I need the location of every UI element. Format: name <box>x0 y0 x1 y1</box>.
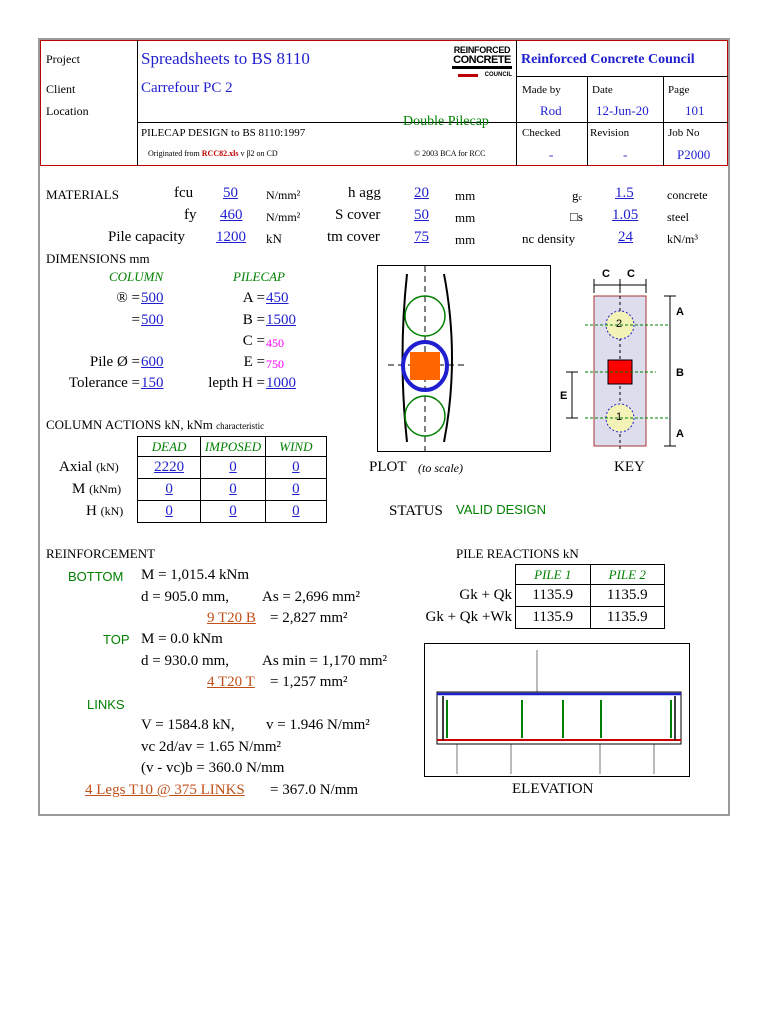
links-label: LINKS <box>87 697 125 712</box>
bottom-bars-link[interactable]: 9 T20 B <box>207 610 256 626</box>
links-vc: vc 2d/av = 1.65 N/mm² <box>141 739 282 755</box>
key-label-e: E <box>560 390 568 402</box>
header-divider <box>663 76 664 166</box>
job-label: Job No <box>668 127 700 139</box>
actions-table <box>137 436 327 523</box>
c-label: C = <box>242 333 265 349</box>
fcu-unit: N/mm² <box>266 188 301 202</box>
b-label: B = <box>242 312 265 328</box>
e-value: 750 <box>266 357 284 371</box>
bottom-as-required: As = 2,696 mm² <box>262 589 360 605</box>
plot-note: (to scale) <box>418 461 463 475</box>
col-header-wind: WIND <box>265 437 326 457</box>
scover-label: S cover <box>335 207 381 223</box>
col-header-pile1: PILE 1 <box>516 565 591 585</box>
logo-line2: CONCRETE <box>453 54 511 66</box>
table-row <box>138 501 327 523</box>
pilecap-type: Double Pilecap <box>403 114 489 129</box>
bcover-unit: mm <box>455 232 476 247</box>
pile-capacity-input[interactable]: 1200 <box>216 229 246 245</box>
bottom-depth: d = 905.0 mm, <box>141 589 230 605</box>
gs-desc: steel <box>667 210 689 224</box>
pile-diameter-label: Pile Ø = <box>89 354 140 370</box>
design-code: PILECAP DESIGN to BS 8110:1997 <box>141 127 306 139</box>
reaction-gqw-pile1: 1135.9 <box>516 607 591 629</box>
project-label: Project <box>46 52 80 66</box>
hagg-label: h agg <box>348 185 381 201</box>
b-input[interactable]: 1500 <box>266 312 296 328</box>
dimensions-title: DIMENSIONS mm <box>46 251 150 266</box>
bcover-input[interactable]: 75 <box>414 229 429 245</box>
gc-input[interactable]: 1.5 <box>615 185 634 201</box>
e-label: E = <box>243 354 265 370</box>
key-label-c2: C <box>627 268 635 280</box>
horizontal-wind-input[interactable]: 0 <box>265 501 326 523</box>
originated-file: RCC82.xls <box>201 149 239 158</box>
reaction-row-label-gqw: Gk + Qk +Wk <box>425 609 512 625</box>
date-label: Date <box>592 84 613 96</box>
bottom-label: BOTTOM <box>68 569 124 584</box>
top-as-min: As min = 1,170 mm² <box>262 653 388 669</box>
gc-symbol: g <box>572 188 579 203</box>
key-label-a1: A <box>676 306 684 318</box>
fy-unit: N/mm² <box>266 210 301 224</box>
links-v-vc: (v - vc)b = 360.0 N/mm <box>141 760 285 776</box>
moment-unit: (kNm) <box>89 482 122 496</box>
council-name: Reinforced Concrete Council <box>521 52 695 67</box>
moment-wind-input[interactable]: 0 <box>265 479 326 501</box>
pile-reactions-title: PILE REACTIONS kN <box>456 546 579 561</box>
col-header-pile2: PILE 2 <box>590 565 665 585</box>
plan-plot-drawing <box>378 266 550 451</box>
horizontal-label: H <box>86 503 97 519</box>
key-label: KEY <box>614 459 645 475</box>
logo-line3: COUNCIL <box>484 72 512 78</box>
top-moment: M = 0.0 kNm <box>141 631 223 647</box>
revision-value: - <box>623 147 628 162</box>
top-as-provided: = 1,257 mm² <box>270 674 348 690</box>
elevation-drawing <box>425 644 689 776</box>
pile-capacity-unit: kN <box>266 231 282 246</box>
elevation-plot <box>424 643 690 777</box>
gc-subscript: c <box>578 193 583 202</box>
table-row <box>138 479 327 501</box>
density-input[interactable]: 24 <box>618 229 633 245</box>
tolerance-label: Tolerance = <box>68 375 140 391</box>
checked-label: Checked <box>522 127 561 139</box>
gs-label: □s <box>570 209 583 224</box>
axial-unit: (kN) <box>96 460 119 474</box>
table-row <box>516 585 665 607</box>
col-d-input[interactable]: 500 <box>141 290 164 306</box>
key-diagram <box>560 265 690 455</box>
page-label: Page <box>668 84 690 96</box>
moment-imposed-input[interactable]: 0 <box>201 479 266 501</box>
density-label: nc density <box>522 231 576 246</box>
a-label: A = <box>242 290 265 306</box>
pilecap-header: PILECAP <box>233 269 285 284</box>
pilecap-outline <box>437 692 681 744</box>
horizontal-imposed-input[interactable]: 0 <box>201 501 266 523</box>
horizontal-dead-input[interactable]: 0 <box>138 501 201 523</box>
links-shear-force: V = 1584.8 kN, <box>141 717 235 733</box>
date-value: 12-Jun-20 <box>596 103 649 118</box>
gs-input[interactable]: 1.05 <box>612 207 639 223</box>
scover-unit: mm <box>455 210 476 225</box>
location-label: Location <box>46 104 89 118</box>
column-header: COLUMN <box>109 269 164 284</box>
header-divider <box>516 40 517 166</box>
actions-header-row <box>138 437 327 457</box>
moment-label: M <box>72 481 86 497</box>
col-header-dead: DEAD <box>138 437 201 457</box>
made-by-value: Rod <box>540 103 562 118</box>
reaction-gq-pile1: 1135.9 <box>516 585 591 607</box>
logo-line1: REINFORCED <box>453 45 511 55</box>
links-bars-link[interactable]: 4 Legs T10 @ 375 LINKS <box>85 782 245 798</box>
horizontal-row-label <box>86 503 123 520</box>
checked-value: - <box>549 147 554 162</box>
project-value: Spreadsheets to BS 8110 <box>141 49 310 68</box>
fcu-label: fcu <box>174 185 194 201</box>
copyright: © 2003 BCA for RCC <box>414 149 486 158</box>
header-divider <box>516 122 728 123</box>
key-label-a2: A <box>676 428 684 440</box>
key-pile-1-number: 1 <box>616 411 623 423</box>
col-header-imposed: IMPOSED <box>201 437 266 457</box>
fy-label: fy <box>184 207 197 223</box>
bcover-label: tm cover <box>327 229 380 245</box>
plot-label: PLOT <box>369 459 407 475</box>
status-label: STATUS <box>389 503 443 519</box>
axial-wind-input[interactable]: 0 <box>265 457 326 479</box>
axial-label: Axial <box>59 459 93 475</box>
horizontal-unit: (kN) <box>100 504 124 518</box>
gc-label <box>572 188 582 204</box>
originated-line <box>148 149 278 158</box>
key-diagram-drawing <box>560 265 690 455</box>
originated-suffix: v β2 on CD <box>240 149 278 158</box>
header-divider <box>137 40 138 166</box>
scover-input[interactable]: 50 <box>414 207 429 223</box>
top-bars-link[interactable]: 4 T20 T <box>207 674 255 690</box>
fy-input[interactable]: 460 <box>220 207 243 223</box>
top-label: TOP <box>103 632 130 647</box>
axial-dead-input[interactable]: 2220 <box>138 457 201 479</box>
logo-bar <box>452 66 512 69</box>
reaction-gq-pile2: 1135.9 <box>590 585 665 607</box>
pile-capacity-label: Pile capacity <box>108 229 186 245</box>
moment-row-label <box>72 481 121 498</box>
fcu-input[interactable]: 50 <box>223 185 238 201</box>
revision-label: Revision <box>590 127 630 139</box>
actions-title <box>46 417 264 433</box>
col-b-input[interactable]: 500 <box>141 312 164 328</box>
actions-title-text: COLUMN ACTIONS kN, kNm <box>46 417 213 432</box>
col-b-label: = <box>131 312 140 328</box>
density-unit: kN/m³ <box>667 232 698 246</box>
table-row <box>138 457 327 479</box>
key-label-b: B <box>676 367 684 379</box>
gc-desc: concrete <box>667 188 708 202</box>
bottom-as-provided: = 2,827 mm² <box>270 610 348 626</box>
key-label-c1: C <box>602 268 610 280</box>
actions-title-note: characteristic <box>216 421 265 431</box>
header-divider <box>587 76 588 166</box>
status-badge: VALID DESIGN <box>456 502 547 517</box>
hagg-input[interactable]: 20 <box>414 185 429 201</box>
key-pile-2-number: 2 <box>616 318 623 330</box>
tolerance-input[interactable]: 150 <box>141 375 164 391</box>
depth-label: lepth H = <box>208 375 265 391</box>
column-section <box>410 352 440 380</box>
hagg-unit: mm <box>455 188 476 203</box>
originated-prefix: Originated from <box>148 149 200 158</box>
logo-swoosh <box>458 74 478 77</box>
top-depth: d = 930.0 mm, <box>141 653 230 669</box>
a-input[interactable]: 450 <box>266 290 289 306</box>
links-provided: = 367.0 N/mm <box>270 782 359 798</box>
reinforcement-title: REINFORCEMENT <box>46 546 156 561</box>
pile-diameter-input[interactable]: 600 <box>141 354 164 370</box>
client-label: Client <box>46 82 76 96</box>
depth-input[interactable]: 1000 <box>266 375 296 391</box>
bottom-moment: M = 1,015.4 kNm <box>141 567 250 583</box>
col-d-label: ® = <box>116 290 140 306</box>
moment-dead-input[interactable]: 0 <box>138 479 201 501</box>
header-divider <box>516 76 728 77</box>
reactions-header-row <box>516 565 665 585</box>
elevation-label: ELEVATION <box>512 781 594 797</box>
reaction-gqw-pile2: 1135.9 <box>590 607 665 629</box>
axial-imposed-input[interactable]: 0 <box>201 457 266 479</box>
table-row <box>516 607 665 629</box>
links-shear-stress: v = 1.946 N/mm² <box>266 717 370 733</box>
c-value: 450 <box>266 336 284 350</box>
client-value: Carrefour PC 2 <box>141 80 233 96</box>
pile-reactions-table <box>515 564 665 629</box>
made-by-label: Made by <box>522 84 561 96</box>
materials-title: MATERIALS <box>46 187 119 202</box>
axial-row-label <box>59 459 119 476</box>
job-value: P2000 <box>677 147 711 162</box>
reaction-row-label-gq: Gk + Qk <box>459 587 512 603</box>
page-value: 101 <box>685 103 705 118</box>
plan-plot <box>377 265 551 452</box>
